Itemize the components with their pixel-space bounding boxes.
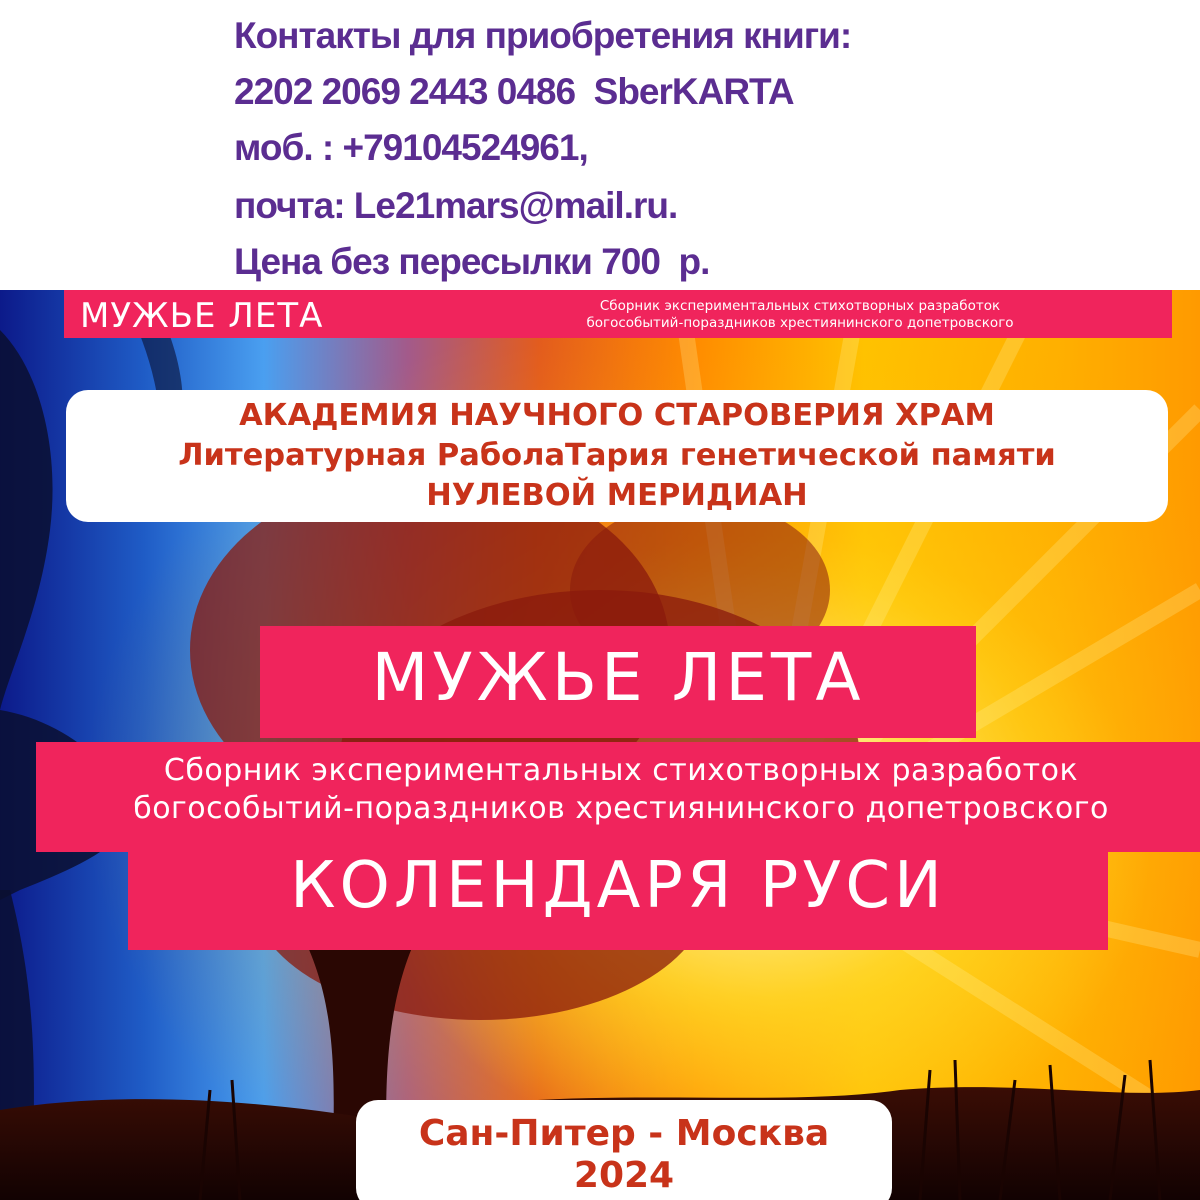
calendar-title: КОЛЕНДАРЯ РУСИ	[290, 849, 946, 923]
main-title: МУЖЬЕ ЛЕТА	[371, 639, 865, 716]
academy-line3: НУЛЕВОЙ МЕРИДИАН	[426, 478, 808, 513]
subtitle-line1: Сборник экспериментальных стихотворных разработок	[163, 753, 1079, 788]
academy-line1: АКАДЕМИЯ НАУЧНОГО СТАРОВЕРИЯ ХРАМ	[239, 398, 995, 433]
top-banner-subtitle	[440, 298, 1160, 332]
price-text: Цена без пересылки 700 р.	[234, 241, 710, 282]
top-banner-subtitle-line2: богособытий-пораздников хрестиянинского допетровского	[586, 315, 1014, 331]
subtitle	[36, 752, 1200, 828]
top-banner-subtitle-line1: Сборник экспериментальных стихотворных разработок	[599, 298, 1001, 314]
card-number: 2202 2069 2443 0486 SberKARTA	[234, 71, 794, 112]
academy-line2: Литературная РаболаТария генетической памяти	[178, 438, 1056, 473]
book-cover	[0, 290, 1200, 1200]
contacts-header	[0, 0, 1200, 290]
publisher-year: 2024	[573, 1155, 675, 1196]
phone-number: моб. : +79104524961,	[234, 127, 588, 168]
contacts-heading: Контакты для приобретения книги:	[234, 15, 852, 56]
publisher-place: Сан-Питер - Москва	[418, 1113, 830, 1154]
top-banner-title: МУЖЬЕ ЛЕТА	[80, 296, 324, 336]
email-address: почта: Le21mars@mail.ru.	[234, 185, 678, 226]
academy-box	[66, 390, 1168, 522]
subtitle-line2: богособытий-пораздников хрестиянинского допетровского	[133, 791, 1109, 826]
